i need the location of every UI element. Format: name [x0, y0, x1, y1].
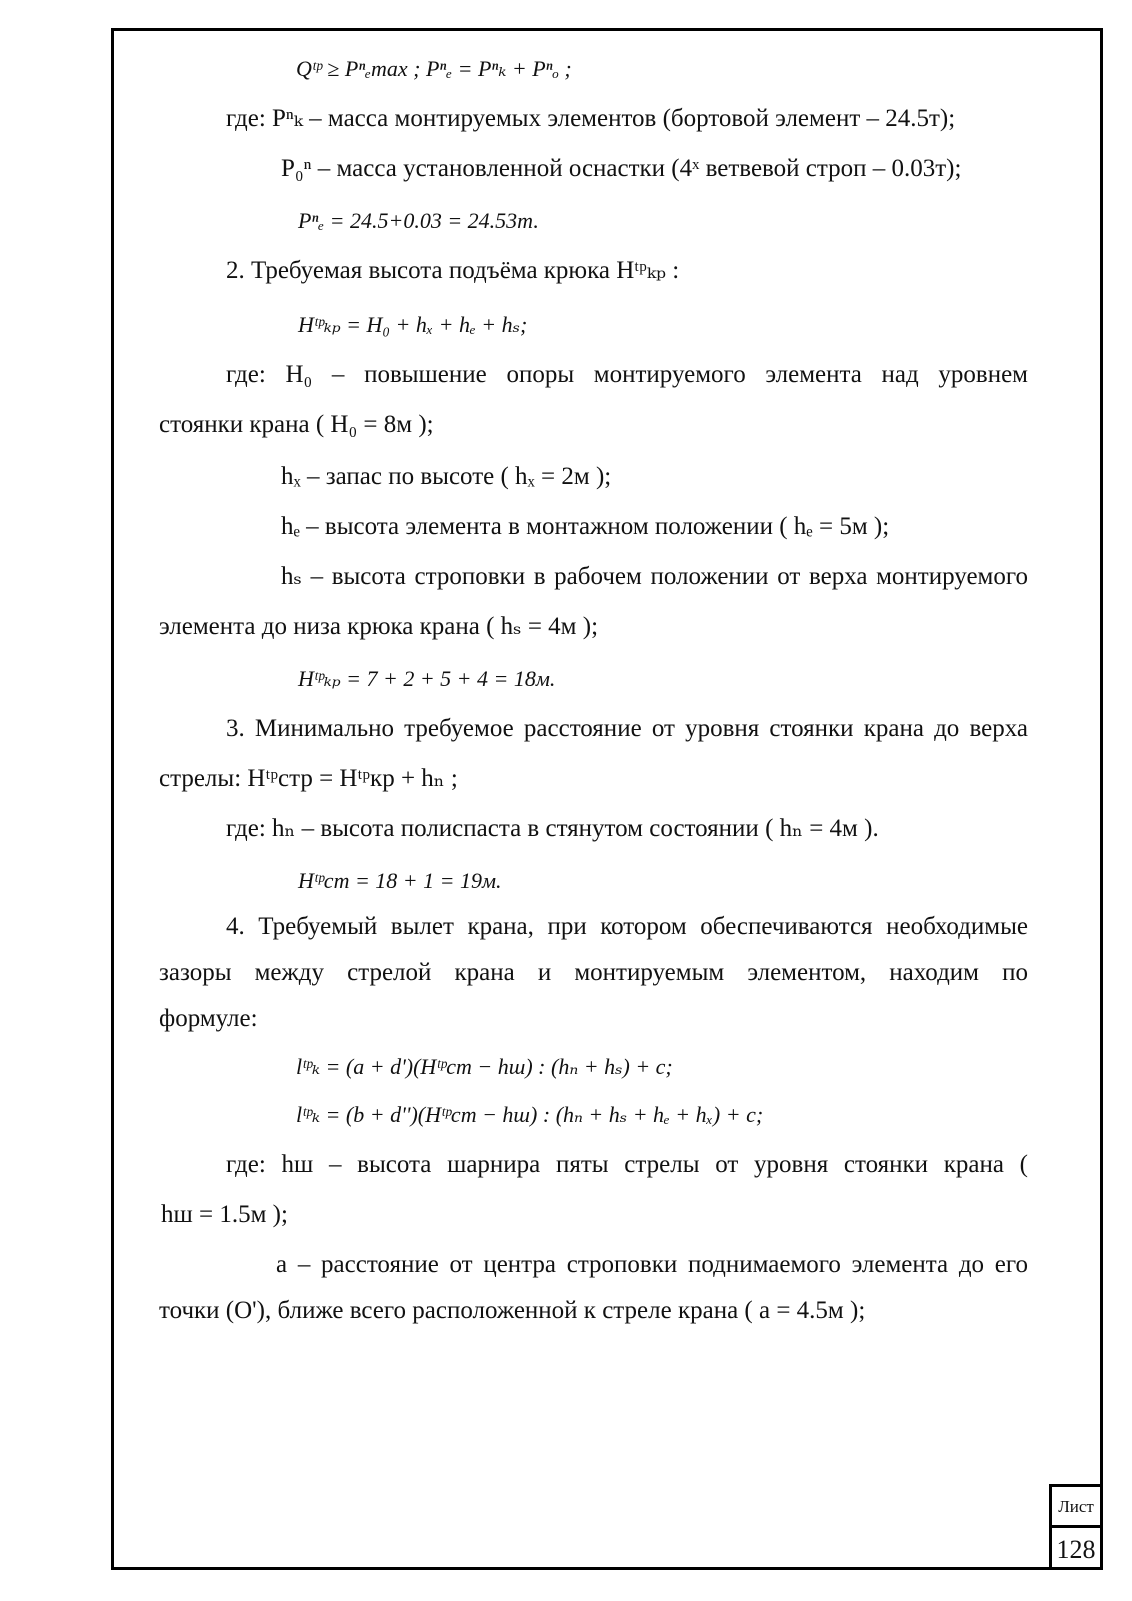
text-line: 4. Требуемый вылет крана, при котором обеспечиваются необходимые: [226, 913, 1028, 940]
text-line: точки (O'), ближе всего расположенной к стреле крана ( a = 4.5м );: [159, 1297, 866, 1324]
text-line: формуле:: [159, 1005, 258, 1032]
formula-hkr: Hᵗᵖₖₚ = H₀ + hₓ + hₑ + hₛ;: [298, 312, 528, 337]
formula-hkr-value: Hᵗᵖₖₚ = 7 + 2 + 5 + 4 = 18м.: [298, 666, 556, 691]
text-line: зазоры между стрелой крана и монтируемым элементом, находим по: [159, 959, 1028, 986]
text-line: 2. Требуемая высота подъёма крюка Hᵗᵖₖₚ :: [226, 257, 680, 284]
text-line: где: Pⁿₖ – масса монтируемых элементов (бортовой элемент – 24.5т);: [226, 105, 956, 132]
text-line: где: H₀ – повышение опоры монтируемого элемента над уровнем: [226, 361, 1028, 388]
formula-lk-1: lᵗᵖₖ = (a + d')(Hᵗᵖст − hш) : (hₙ + hₛ) + c;: [296, 1054, 673, 1079]
text-line: P₀ⁿ – масса установленной оснастки (4ˣ ветвевой строп – 0.03т);: [281, 155, 962, 182]
text-line: 3. Минимально требуемое расстояние от уровня стоянки крана до верха: [226, 715, 1028, 742]
text-line: элемента до низа крюка крана ( hₛ = 4м );: [159, 613, 599, 640]
sheet-stamp: [1049, 1484, 1103, 1570]
sheet-number: 128: [1056, 1535, 1096, 1564]
text-line: hₑ – высота элемента в монтажном положении ( hₑ = 5м );: [281, 513, 890, 540]
text-line: стрелы: Hᵗᵖстр = Hᵗᵖкр + hₙ ;: [159, 765, 458, 792]
formula-lk-2: lᵗᵖₖ = (b + d'')(Hᵗᵖст − hш) : (hₙ + hₛ + hₑ + hₓ) + c;: [296, 1102, 764, 1127]
text-line: где: hₙ – высота полиспаста в стянутом состоянии ( hₙ = 4м ).: [226, 815, 879, 842]
formula-q: Qᵗᵖ ≥ Pⁿₑmax ; Pⁿₑ = Pⁿₖ + Pⁿₒ ;: [296, 56, 572, 81]
sheet-label: Лист: [1052, 1487, 1100, 1528]
formula-hst-value: Hᵗᵖст = 18 + 1 = 19м.: [298, 868, 502, 893]
text-line: a – расстояние от центра строповки поднимаемого элемента до его: [276, 1251, 1028, 1278]
formula-pe: Pⁿₑ = 24.5+0.03 = 24.53т.: [298, 208, 539, 233]
text-line: hₓ – запас по высоте ( hₓ = 2м );: [281, 463, 612, 490]
text-line: hш = 1.5м );: [161, 1201, 288, 1228]
text-line: стоянки крана ( H₀ = 8м );: [159, 411, 434, 438]
text-line: hₛ – высота строповки в рабочем положении от верха монтируемого: [281, 563, 1028, 590]
text-line: где: hш – высота шарнира пяты стрелы от уровня стоянки крана (: [226, 1151, 1028, 1178]
